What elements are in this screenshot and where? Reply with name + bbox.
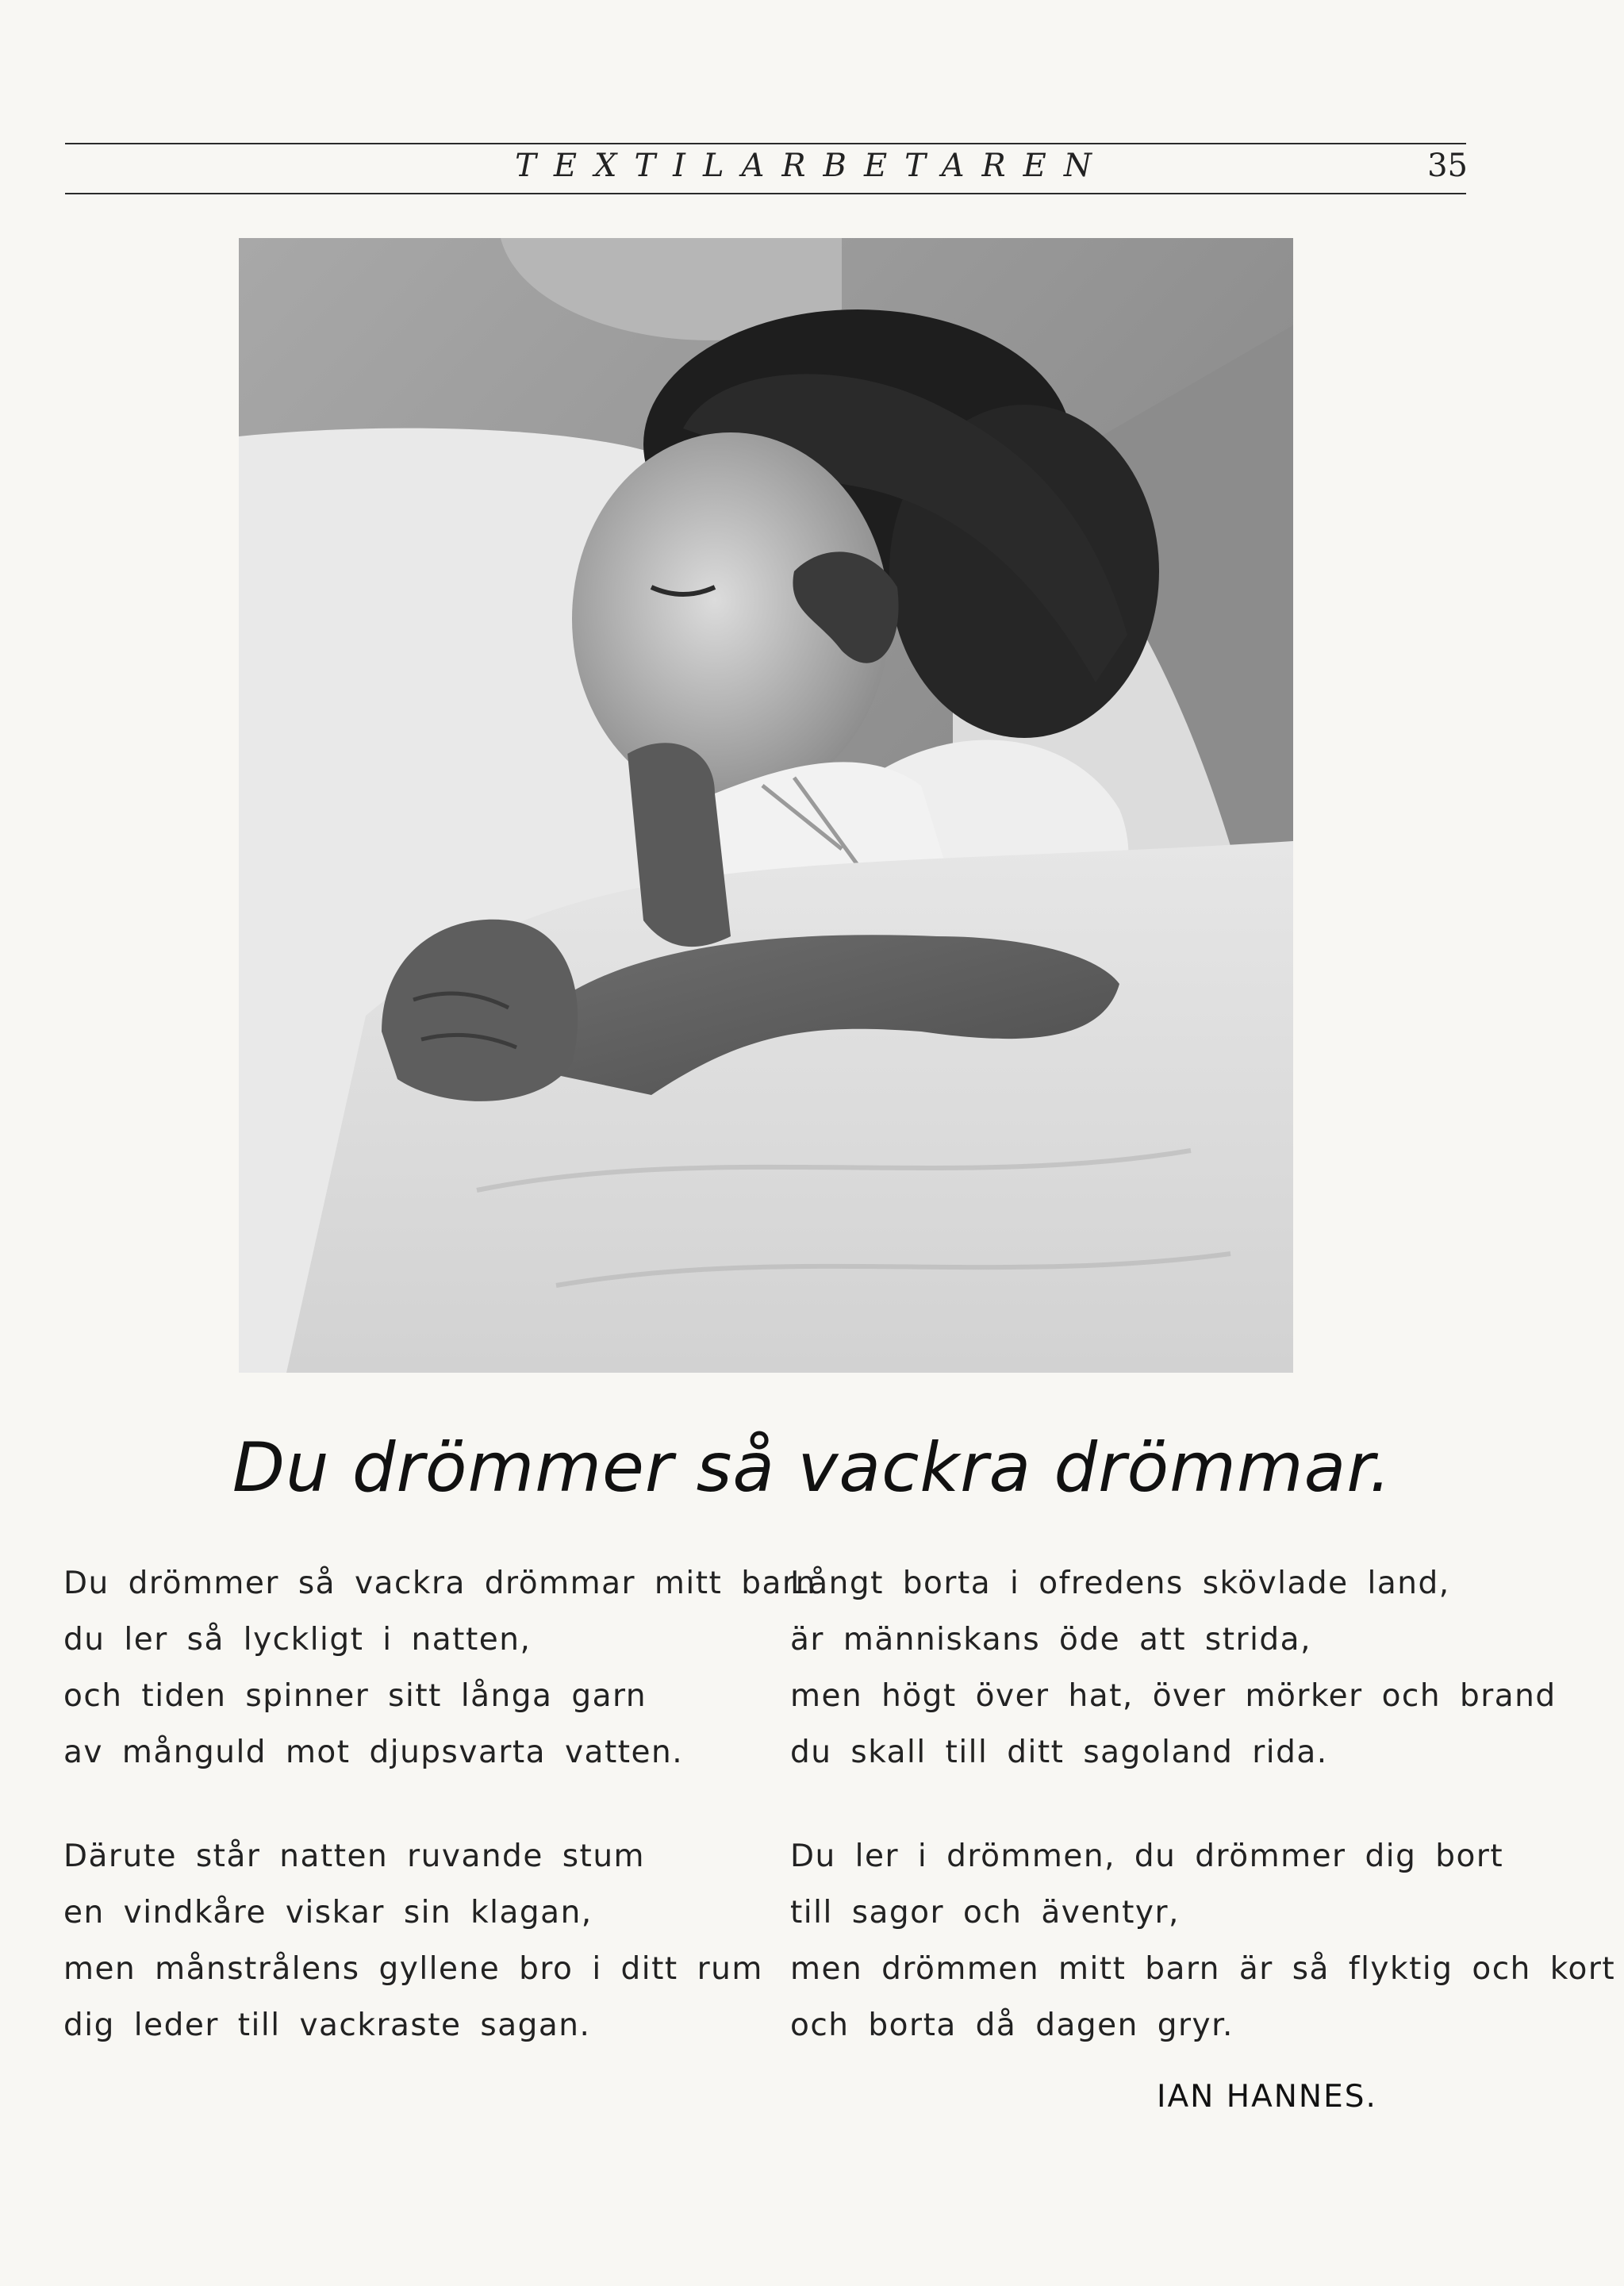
poem-line: men högt över hat, över mörker och brand	[790, 1678, 1557, 1714]
poem-line: av månguld mot djupsvarta vatten.	[63, 1735, 684, 1770]
poem-author: IAN HANNES.	[1157, 2079, 1377, 2115]
poem-line: dig leder till vackraste sagan.	[63, 2007, 591, 2043]
publication-title: TEXTILARBETAREN	[515, 148, 1109, 184]
sleeping-child-photo	[239, 238, 1293, 1373]
poem-line: Långt borta i ofredens skövlade land,	[790, 1566, 1450, 1601]
poem-line: Du drömmer så vackra drömmar mitt barn	[63, 1566, 816, 1601]
header-rule-bottom	[65, 193, 1466, 194]
poem-left-column	[63, 1555, 816, 2101]
poem-line: men månstrålens gyllene bro i ditt rum	[63, 1951, 763, 1987]
poem-line: men drömmen mitt barn är så flyktig och kort	[790, 1951, 1616, 1987]
stanza	[63, 1555, 816, 1781]
poem-line: är människans öde att strida,	[790, 1622, 1311, 1658]
poem-line: du ler så lyckligt i natten,	[63, 1622, 532, 1658]
stanza	[63, 1828, 777, 2054]
poem-right-column	[790, 1555, 1616, 2101]
poem-line: Därute står natten ruvande stum	[63, 1838, 646, 1874]
poem-line: du skall till ditt sagoland rida.	[790, 1735, 1328, 1770]
poem-line: och tiden spinner sitt långa garn	[63, 1678, 647, 1714]
poem-title: Du drömmer så vackra drömmar.	[232, 1428, 1392, 1508]
poem-line: Du ler i drömmen, du drömmer dig bort	[790, 1838, 1504, 1874]
poem-line: till sagor och äventyr,	[790, 1895, 1180, 1931]
stanza	[790, 1555, 1557, 1781]
stanza	[790, 1828, 1616, 2054]
poem-line: en vindkåre viskar sin klagan,	[63, 1895, 593, 1931]
page-number: 35	[1427, 148, 1468, 184]
poem-line: och borta då dagen gryr.	[790, 2007, 1234, 2043]
header-rule-top	[65, 143, 1466, 144]
